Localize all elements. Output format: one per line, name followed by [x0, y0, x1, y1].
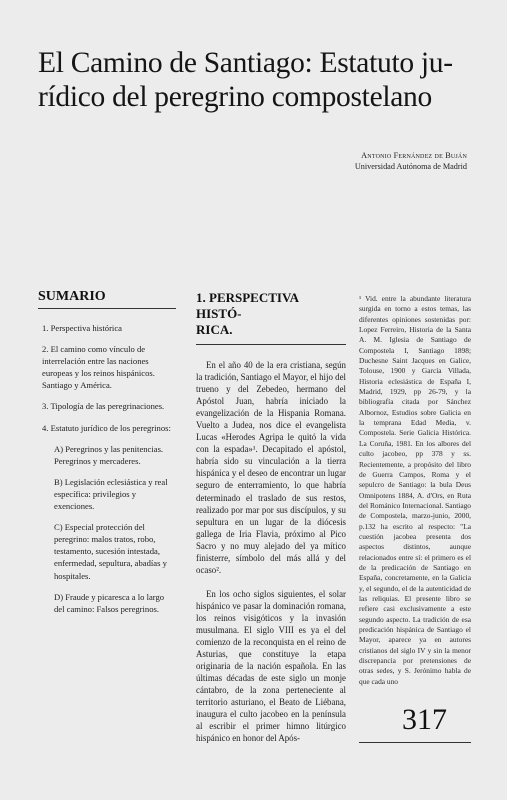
- summary-item: 2. El camino como vínculo de interrelación entre las naciones europeas y los reinos hispánicos. Santiago y América.: [42, 344, 155, 391]
- body-paragraph: En el año 40 de la era cristiana, según la tradición, Santiago el Mayor, el hijo del trueno y del Zebedeo, hermano del Apóstol Juan, habría iniciado la evangelización de la Hispania Romana. Vuelto a Judea, nos dice el evangelista Lucas «Herodes Agripa le quitó la vida con la espada»¹. Decapitado el apóstol, habría sido su vinculación a la tierra hispánica y el deseo de encontrar un lugar seguro de enterramiento, lo que habría determinado el traslado de sus restos, realizado por mar por sus discípulos, y su sepultura en un lugar de la diócesis gallega de Iria Flavia, próximo al Pico Sacro y no muy alejado del ya mítico finisterre, símbolo del más allá y del ocaso².: [196, 360, 346, 575]
- author-affiliation: Universidad Autónoma de Madrid: [354, 162, 467, 171]
- author-block: [355, 150, 467, 172]
- footnote-column: [359, 294, 471, 687]
- summary-subitem: A) Peregrinos y las penitencias. Peregrinos y mercaderes.: [54, 443, 164, 466]
- summary-item: 1. Perspectiva histórica: [42, 323, 122, 333]
- article-title: [38, 46, 478, 114]
- title-line-1: El Camino de Santiago: Estatuto ju-: [38, 47, 453, 79]
- summary-subitem: B) Legislación eclesiástica y real específica: privilegios y exenciones.: [54, 476, 168, 512]
- section-heading: [196, 290, 346, 338]
- section-heading-line-1: 1. PERSPECTIVA HISTÓ-: [196, 290, 299, 321]
- summary-subitem: D) Fraude y picaresca a lo largo del camino: Falsos peregrinos.: [54, 591, 165, 614]
- section-rule: [196, 344, 346, 345]
- summary-item: 3. Tipología de las peregrinaciones.: [42, 401, 165, 412]
- page-number-rule: [359, 742, 471, 743]
- page-number: 317: [402, 703, 447, 736]
- summary-list: [42, 322, 176, 624]
- author-name: Antonio Fernández de Buján: [361, 151, 467, 160]
- body-paragraph: En los ocho siglos siguientes, el solar hispánico ve pasar la dominación romana, los reinos visigóticos y la invasión musulmana. El siglo VIII es ya el del comienzo de la reconquista en el reino de Asturias, que constituye la etapa originaria de la nación española. En las últimas décadas de este siglo un monje cántabro, de la zona perteneciente al territorio asturiano, el Beato de Liébana, inaugura el culto jacobeo en la península al escribir el primer himno litúrgico hispánico en honor del Após-: [196, 588, 346, 744]
- title-line-2: rídico del peregrino compostelano: [38, 81, 432, 113]
- summary-item: 4. Estatuto jurídico de los peregrinos:: [42, 422, 171, 433]
- section-heading-line-2: RICA.: [196, 322, 233, 337]
- summary-rule: [38, 308, 176, 309]
- summary-subitem: C) Especial protección del peregrino: malos tratos, robo, testamento, sucesión intestada, enfermedad, sepultura, abadías y hospitales.: [54, 522, 167, 581]
- summary-heading: SUMARIO: [38, 289, 106, 304]
- main-column: [196, 290, 346, 756]
- footnote-text: ¹ Vid. entre la abundante literatura surgida en torno a estos temas, las diferentes opiniones sostenidas por: Lopez Ferreiro, Historia de la Santa A. M. Iglesia de Santiago de Compostela I, Santiago 1898; Duchesne Saint Jacques en Galice, Tolouse, 1900 y García Villada, Historia eclesiástica de España I, Madrid, 1929, pp 26-79, y la bibliografía citada por Sánchez Albornoz, Estudios sobre Galicia en la temprana Edad Media, v. Compostela. Serie Galicia Histórica. La Coruña, 1981. En los albores del culto jacobeo, pp 378 y ss. Recientemente, a propósito del libro de Guerra Campos, Roma y el sepulcro de Santiago: la bula Deus Omnipotens 1884, A. d'Ors, en Ruta del Románico Internacional. Santiago de Compostela, marzo-junio, 2000, p.132 ha escrito al respecto: "La cuestión jacobea presenta dos aspectos distintos, aunque relacionados entre sí: el primero es el de la predicación de Santiago en España, concretamente, en la Galicia y, el segundo, el de la autenticidad de las reliquias. El presente libro se refiere casi exclusivamente a este segundo aspecto. La tradición de esa predicación hispánica de Santiago el Mayor, aparece ya en autores cristianos del siglo IV y sin la menor discrepancia por pretensiones de otras sedes, y S. Jerónimo habla de que cada uno: [359, 294, 471, 686]
